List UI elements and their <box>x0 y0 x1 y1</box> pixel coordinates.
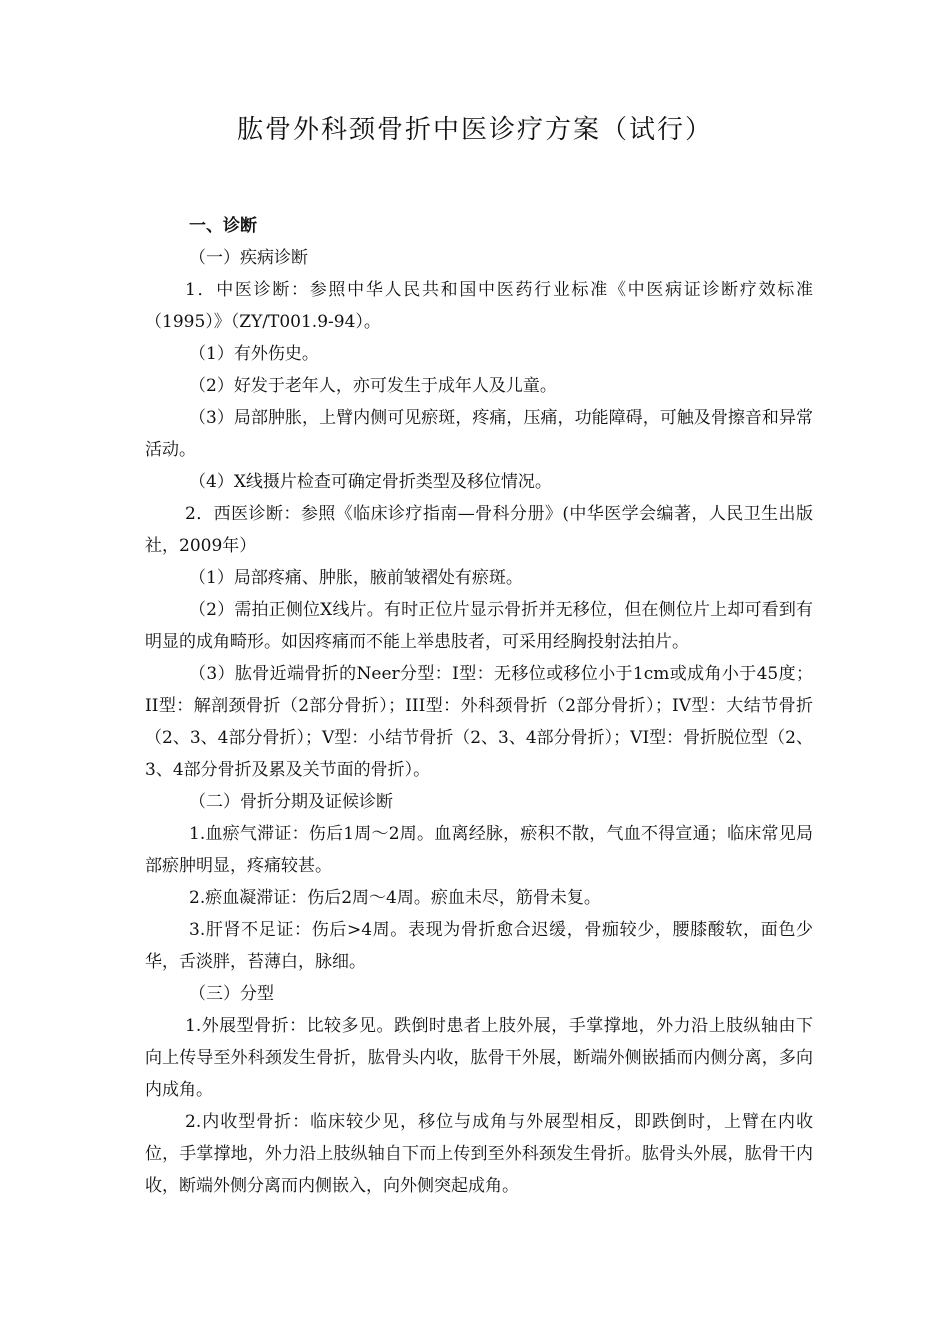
document-title: 肱骨外科颈骨折中医诊疗方案（试行） <box>236 115 713 145</box>
list-item: （3）局部肿胀，上臂内侧可见瘀斑，疼痛，压痛，功能障碍，可触及骨擦音和异常活动。 <box>145 408 813 460</box>
paragraph-tcm-diagnosis: 1．中医诊断：参照中华人民共和国中医药行业标准《中医病证诊断疗效标准（1995）》（ZY/T001.9-94）。 <box>145 280 813 332</box>
subsection-heading-disease-diagnosis: （一）疾病诊断 <box>189 248 308 268</box>
list-item: （4）X线摄片检查可确定骨折类型及移位情况。 <box>189 472 552 492</box>
paragraph-stage-1: 1.血瘀气滞证：伤后1周～2周。血离经脉，瘀积不散，气血不得宣通；临床常见局部瘀肿明显，疼痛较甚。 <box>145 824 813 876</box>
list-item: （1）局部疼痛、肿胀，腋前皱褶处有瘀斑。 <box>189 568 523 588</box>
paragraph-western-diagnosis: 2．西医诊断：参照《临床诊疗指南—骨科分册》(中华医学会编著，人民卫生出版社，2009年） <box>145 504 813 556</box>
list-item: （2）需拍正侧位X线片。有时正位片显示骨折并无移位，但在侧位片上却可看到有明显的成角畸形。如因疼痛而不能上举患肢者，可采用经胸投射法拍片。 <box>145 600 813 652</box>
paragraph-abduction-type: 1.外展型骨折：比较多见。跌倒时患者上肢外展，手掌撑地，外力沿上肢纵轴由下向上传导至外科颈发生骨折，肱骨头内收，肱骨干外展，断端外侧嵌插而内侧分离，多向内成角。 <box>145 1016 813 1100</box>
paragraph-stage-2: 2.瘀血凝滞证：伤后2周～4周。瘀血未尽，筋骨未复。 <box>189 888 601 908</box>
list-item: （1）有外伤史。 <box>189 344 319 364</box>
paragraph-stage-3: 3.肝肾不足证：伤后>4周。表现为骨折愈合迟缓，骨痂较少，腰膝酸软，面色少华，舌淡胖，苔薄白，脉细。 <box>145 920 813 972</box>
section-heading-diagnosis: 一、诊断 <box>189 216 257 236</box>
list-item: （2）好发于老年人，亦可发生于成年人及儿童。 <box>189 376 557 396</box>
document-body <box>145 210 813 1202</box>
subsection-heading-classification: （三）分型 <box>189 984 274 1004</box>
list-item: （3）肱骨近端骨折的Neer分型：I型：无移位或移位小于1cm或成角小于45度；II型：解剖颈骨折（2部分骨折）；III型：外科颈骨折（2部分骨折）；IV型：大结节骨折（2、3、4部分骨折）；V型：小结节骨折（2、3、4部分骨折）；VI型：骨折脱位型（2、3、4部分骨折及累及关节面的骨折）。 <box>145 664 813 780</box>
subsection-heading-staging: （二）骨折分期及证候诊断 <box>189 792 393 812</box>
paragraph-adduction-type: 2.内收型骨折：临床较少见，移位与成角与外展型相反，即跌倒时，上臂在内收位，手掌撑地，外力沿上肢纵轴自下而上传到至外科颈发生骨折。肱骨头外展，肱骨干内收，断端外侧分离而内侧嵌入，向外侧突起成角。 <box>145 1112 813 1196</box>
